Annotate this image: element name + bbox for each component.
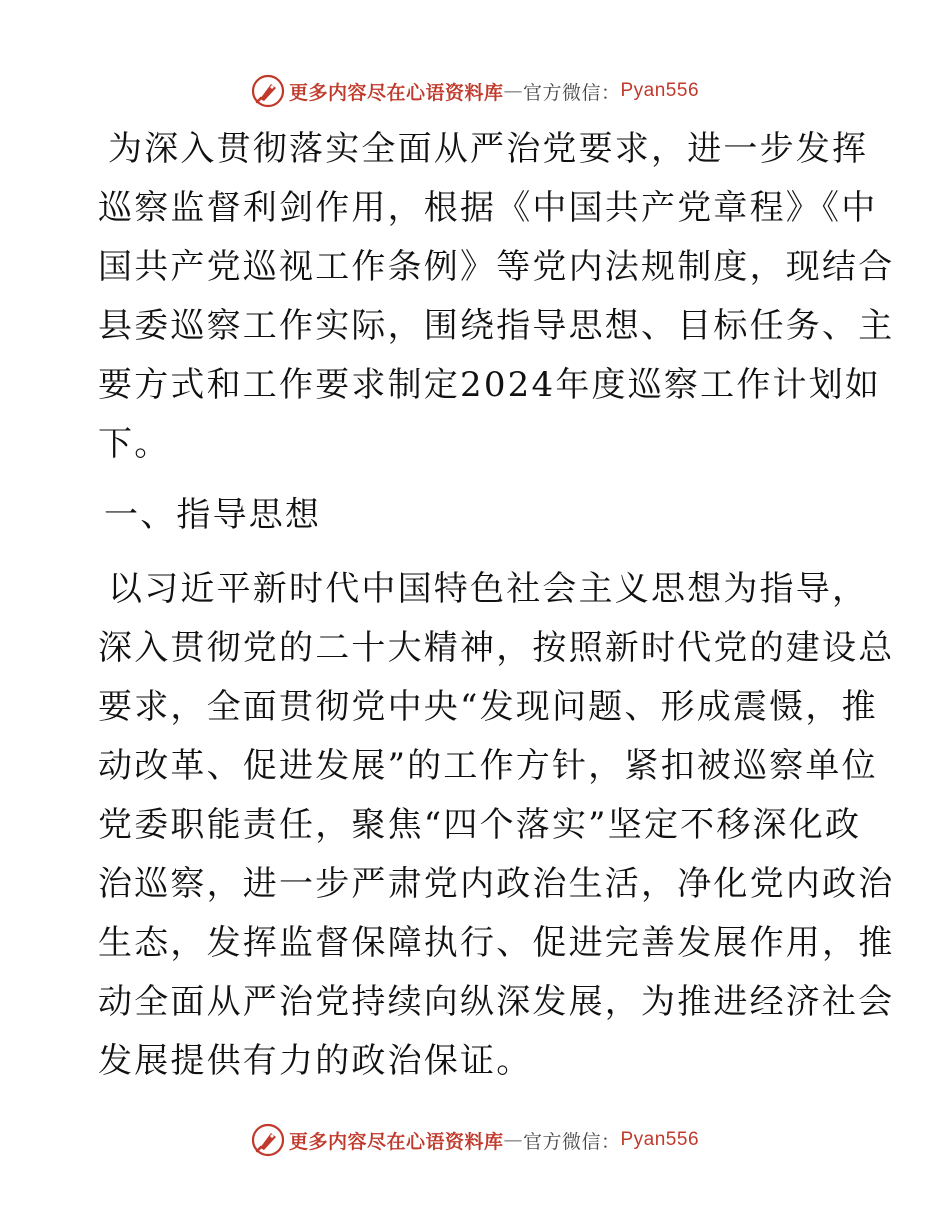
watermark-wechat-id: Pyan556	[620, 80, 700, 101]
paragraph-line: 发展提供有力的政治保证。	[98, 1041, 533, 1081]
paragraph-line: 下。	[98, 424, 171, 464]
paragraph-line: 巡察监督利剑作用，根据《中国共产党章程》《中	[98, 188, 878, 228]
watermark-header	[0, 71, 950, 111]
watermark-separator: —	[503, 1129, 523, 1151]
pen-nib-logo-icon	[251, 74, 285, 108]
paragraph-line: 以习近平新时代中国特色社会主义思想为指导，	[108, 569, 869, 609]
paragraph-line: 要方式和工作要求制定2024年度巡察工作计划如	[98, 365, 882, 405]
paragraph-line: 治巡察，进一步严肃党内政治生活，净化党内政治	[98, 864, 895, 904]
section-heading-guiding-ideology: 一、指导思想	[104, 495, 322, 535]
watermark-sub-text: 官方微信：	[522, 81, 621, 104]
intro-paragraph	[98, 120, 895, 474]
paragraph-line: 生态，发挥监督保障执行、促进完善发展作用，推	[98, 923, 895, 963]
paragraph-line: 为深入贯彻落实全面从严治党要求，进一步发挥	[108, 129, 869, 169]
guiding-ideology-paragraph	[98, 560, 895, 1091]
watermark-sub-text: 官方微信：	[522, 1130, 621, 1153]
watermark-main-text: 更多内容尽在心语资料库	[288, 1130, 504, 1153]
paragraph-line: 县委巡察工作实际，围绕指导思想、目标任务、主	[98, 306, 895, 346]
watermark-text	[289, 78, 699, 105]
paragraph-line: 深入贯彻党的二十大精神，按照新时代党的建设总	[98, 628, 895, 668]
watermark-text	[289, 1127, 699, 1154]
watermark-wechat-id: Pyan556	[620, 1129, 700, 1150]
paragraph-line: 党委职能责任，聚焦“四个落实”坚定不移深化政	[98, 805, 862, 845]
paragraph-line: 国共产党巡视工作条例》等党内法规制度，现结合	[98, 247, 895, 287]
pen-nib-logo-icon	[251, 1123, 285, 1157]
watermark-separator: —	[503, 80, 523, 102]
watermark-footer	[0, 1120, 950, 1160]
paragraph-line: 动全面从严治党持续向纵深发展，为推进经济社会	[98, 982, 895, 1022]
paragraph-line: 要求，全面贯彻党中央“发现问题、形成震慑，推	[98, 687, 878, 727]
watermark-main-text: 更多内容尽在心语资料库	[288, 81, 504, 104]
paragraph-line: 动改革、促进发展”的工作方针，紧扣被巡察单位	[98, 746, 878, 786]
